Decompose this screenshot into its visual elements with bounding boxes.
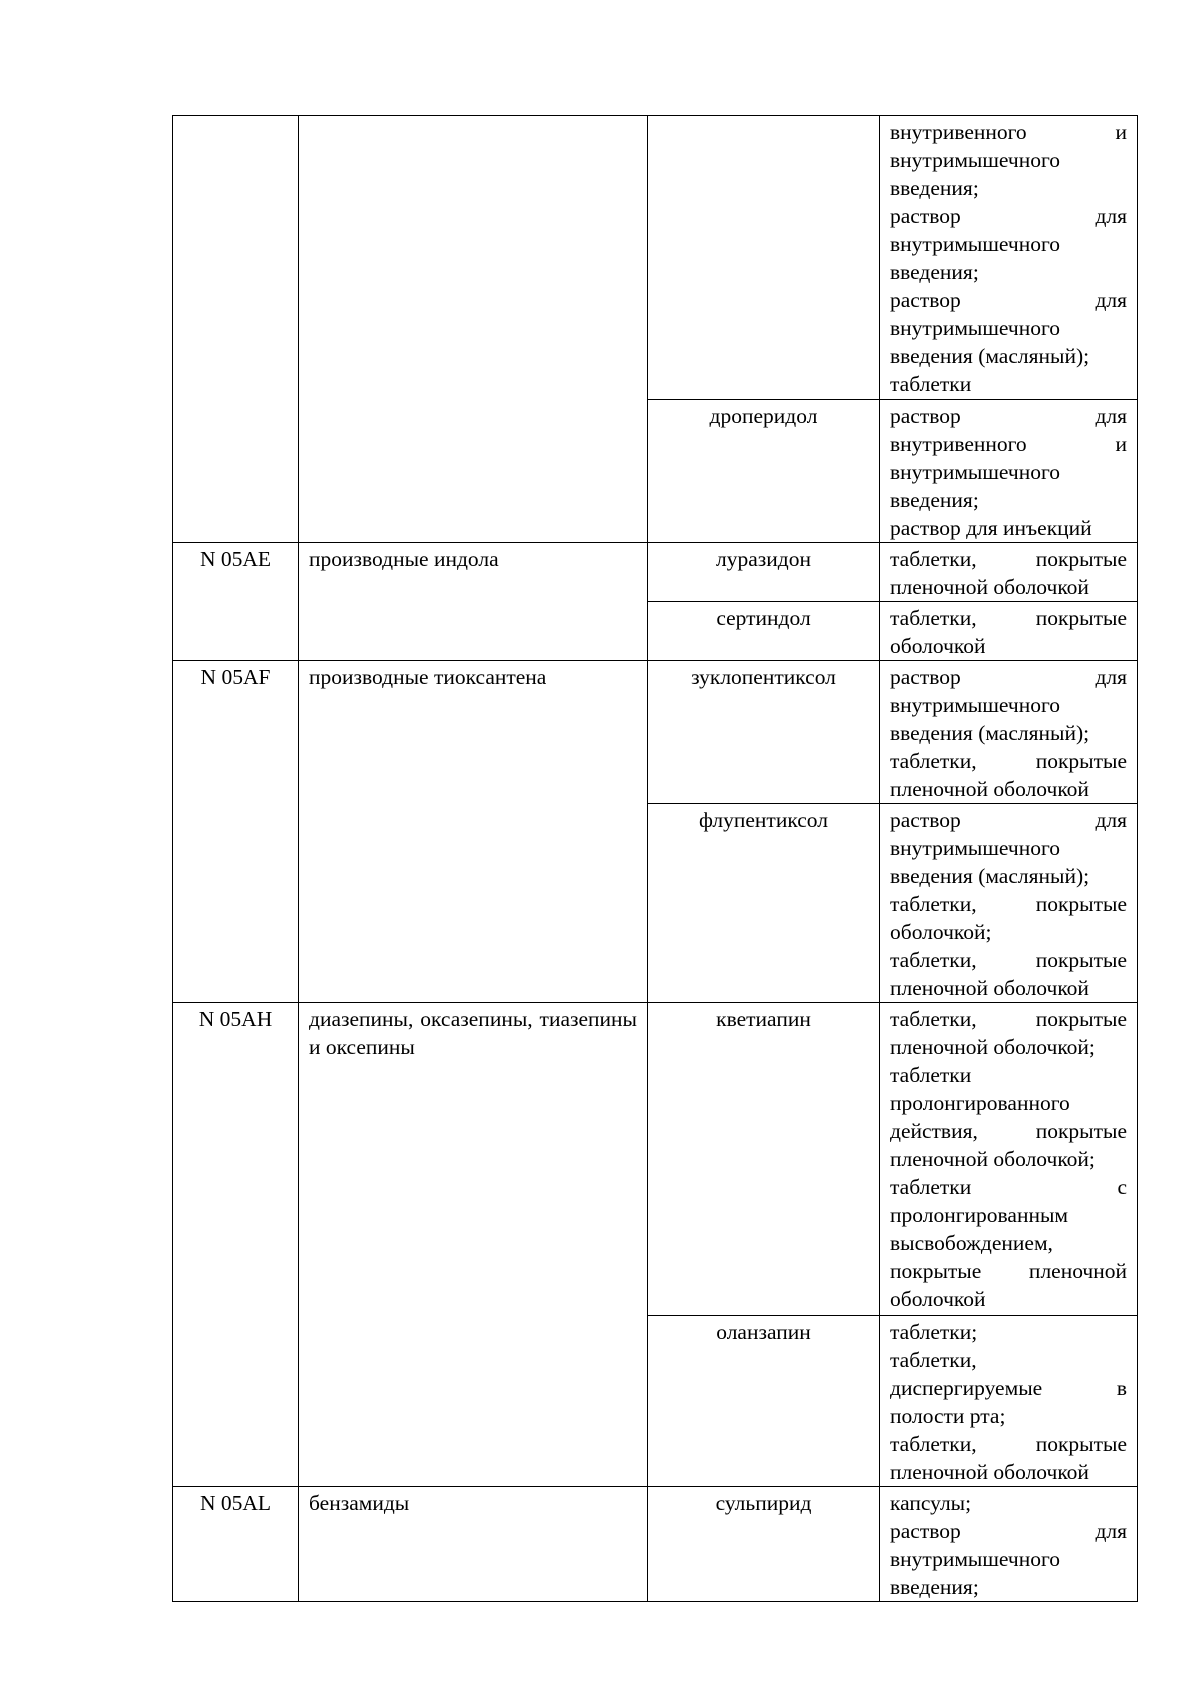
atc-code-cell: N 05AH xyxy=(173,1003,299,1487)
dosage-forms-cell xyxy=(880,602,1138,661)
dosage-form: таблетки, диспергируемые в полости рта; xyxy=(890,1348,1127,1428)
dosage-forms-cell xyxy=(880,804,1138,1003)
atc-code-cell xyxy=(173,116,299,543)
atc-code-cell: N 05AF xyxy=(173,661,299,1003)
dosage-form: таблетки, покрытые пленочной оболочкой xyxy=(890,948,1127,1000)
dosage-form: раствор для внутримышечного введения (масляный); xyxy=(890,808,1127,888)
drug-name-cell: луразидон xyxy=(648,543,880,602)
dosage-forms-cell xyxy=(880,400,1138,543)
dosage-form: внутривенного и внутримышечного введения; xyxy=(890,120,1127,200)
drug-name-cell: сульпирид xyxy=(648,1487,880,1602)
pharm-group-cell: диазепины, оксазепины, тиазепины и оксепины xyxy=(299,1003,648,1487)
atc-code-cell: N 05AE xyxy=(173,543,299,661)
drug-name-cell: флупентиксол xyxy=(648,804,880,1003)
dosage-form: таблетки, покрытые пленочной оболочкой; xyxy=(890,1007,1127,1059)
dosage-form: таблетки; xyxy=(890,1320,978,1344)
drug-name-cell: сертиндол xyxy=(648,602,880,661)
pharm-group-cell: производные тиоксантена xyxy=(299,661,648,1003)
drug-name-cell: дроперидол xyxy=(648,400,880,543)
table-row xyxy=(173,1487,1138,1602)
drug-name-cell xyxy=(648,116,880,400)
dosage-forms-cell xyxy=(880,116,1138,400)
dosage-form: раствор для инъекций xyxy=(890,516,1092,540)
table-row xyxy=(173,661,1138,804)
dosage-form: таблетки пролонгированного действия, покрытые пленочной оболочкой; xyxy=(890,1063,1127,1171)
dosage-forms-cell xyxy=(880,1316,1138,1487)
dosage-form: раствор для внутримышечного введения (масляный); xyxy=(890,665,1127,745)
dosage-form: таблетки, покрытые пленочной оболочкой xyxy=(890,1432,1127,1484)
atc-code-cell: N 05AL xyxy=(173,1487,299,1602)
pharm-group-cell xyxy=(299,116,648,543)
dosage-form: таблетки, покрытые пленочной оболочкой xyxy=(890,749,1127,801)
dosage-forms-cell xyxy=(880,661,1138,804)
dosage-form: таблетки, покрытые пленочной оболочкой xyxy=(890,547,1127,599)
table-row xyxy=(173,116,1138,400)
drug-name-cell: оланзапин xyxy=(648,1316,880,1487)
dosage-form: таблетки, покрытые оболочкой xyxy=(890,606,1127,658)
dosage-forms-cell xyxy=(880,543,1138,602)
pharm-group-cell: бензамиды xyxy=(299,1487,648,1602)
dosage-form: таблетки с пролонгированным высвобождением, покрытые пленочной оболочкой xyxy=(890,1175,1127,1311)
dosage-form: раствор для внутривенного и внутримышечного введения; xyxy=(890,404,1127,512)
drug-table-body xyxy=(173,116,1138,1602)
dosage-form: таблетки xyxy=(890,372,972,396)
drug-name-cell: зуклопентиксол xyxy=(648,661,880,804)
dosage-form: раствор для внутримышечного введения (масляный); xyxy=(890,288,1127,368)
pharm-group-cell: производные индола xyxy=(299,543,648,661)
dosage-forms-cell xyxy=(880,1003,1138,1316)
dosage-form: капсулы; xyxy=(890,1491,972,1515)
dosage-form: раствор для внутримышечного введения; xyxy=(890,204,1127,284)
table-row xyxy=(173,543,1138,602)
dosage-form: таблетки, покрытые оболочкой; xyxy=(890,892,1127,944)
dosage-forms-cell xyxy=(880,1487,1138,1602)
drug-name-cell: кветиапин xyxy=(648,1003,880,1316)
drug-table xyxy=(172,115,1138,1602)
dosage-form: раствор для внутримышечного введения; xyxy=(890,1519,1127,1599)
table-row xyxy=(173,1003,1138,1316)
